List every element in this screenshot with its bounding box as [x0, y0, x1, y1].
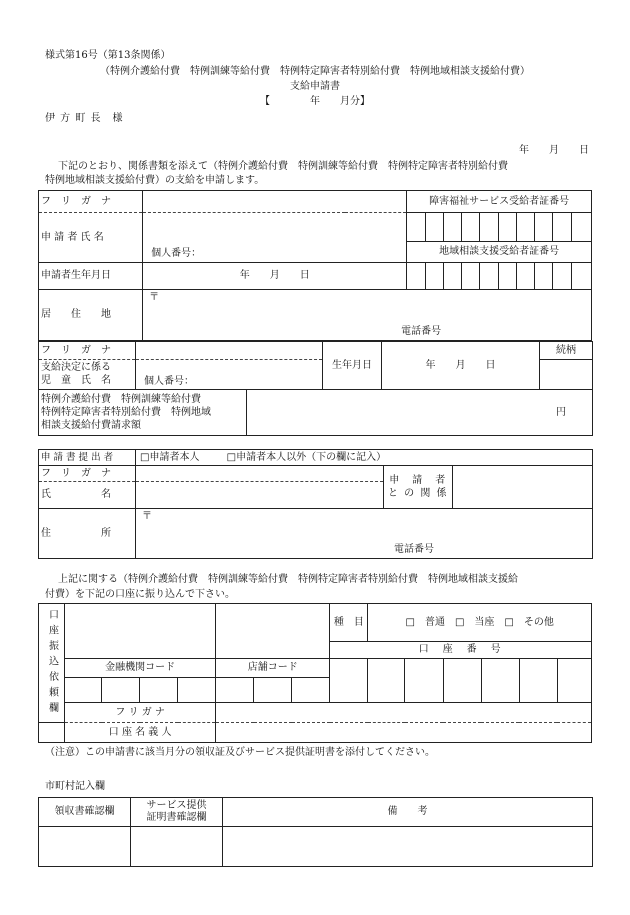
form-title: 支給申請書 — [290, 81, 340, 92]
bank-code-digit[interactable] — [178, 678, 216, 703]
residence-postal-mark: 〒 — [149, 292, 160, 303]
receipt-check-input[interactable] — [39, 827, 131, 867]
child-relation-label: 続柄 — [540, 342, 593, 360]
bank-code-label: 金融機関コード — [65, 659, 216, 678]
applicant-furigana-label: フ リ ガ ナ — [39, 191, 143, 213]
form-subtitle: （特例介護給付費 特例訓練等給付費 特例特定障害者特別給付費 特例地域相談支援給付費） — [100, 66, 530, 77]
bank-intro-line-2: 付費）を下記の口座に振り込んで下さい。 — [45, 589, 235, 600]
form-number: 様式第16号（第13条関係） — [45, 50, 171, 61]
consult-no-digit[interactable] — [425, 263, 443, 290]
child-relation-input[interactable] — [540, 360, 593, 390]
account-number-label: 口 座 番 号 — [330, 642, 592, 659]
consult-no-digit[interactable] — [407, 263, 425, 290]
claim-unit: 円 — [556, 406, 566, 418]
addressee: 伊 方 町 長 様 — [45, 113, 124, 124]
claim-label: 特例介護給付費 特例訓練等給付費 特例特定障害者特別給付費 特例地域 相談支援給付費請求額 — [39, 390, 247, 436]
service-no-digit[interactable] — [516, 213, 534, 242]
holder-furigana-input[interactable] — [216, 703, 592, 723]
submitter-postal-mark: 〒 — [142, 511, 152, 522]
remarks-label: 備 考 — [223, 798, 593, 827]
consult-no-digit[interactable] — [443, 263, 461, 290]
child-personal-number-label: 個人番号： — [144, 376, 194, 387]
submitter-address-label: 住 所 — [39, 509, 136, 559]
applicant-personal-number-label: 個人番号： — [151, 248, 202, 259]
account-digit[interactable] — [557, 659, 591, 703]
service-no-digit[interactable] — [480, 213, 498, 242]
branch-code-digit[interactable] — [216, 678, 254, 703]
intro-line-1: 下記のとおり、関係書類を添えて（特例介護給付費 特例訓練等給付費 特例特定障害者特別給付費 — [58, 161, 508, 172]
holder-name-input[interactable] — [216, 723, 592, 743]
consult-no-digit[interactable] — [480, 263, 498, 290]
branch-code-digit[interactable] — [292, 678, 330, 703]
child-table — [38, 341, 593, 390]
applicant-table — [38, 190, 592, 341]
submitter-table — [38, 449, 593, 559]
applicant-name-label: 申 請 者 氏 名 — [39, 213, 143, 263]
branch-code-digit[interactable] — [254, 678, 292, 703]
office-table — [38, 797, 593, 867]
holder-name-label: 口 座 名 義 人 — [65, 723, 216, 743]
claim-amount-input[interactable] — [247, 390, 593, 436]
office-heading: 市町村記入欄 — [45, 781, 105, 792]
service-proof-check-input[interactable] — [131, 827, 223, 867]
bank-code-digit[interactable] — [140, 678, 178, 703]
branch-code-label: 店舗コード — [216, 659, 330, 678]
service-proof-check-label: サービス提供 証明書確認欄 — [131, 798, 223, 827]
consult-number-label: 地域相談支援受給者証番号 — [407, 242, 592, 263]
submitter-options — [136, 450, 593, 466]
service-no-digit[interactable] — [443, 213, 461, 242]
attachment-note: （注意）この申請書に該当月分の領収証及びサービス提供証明書を添付してください。 — [45, 747, 435, 758]
account-type-options[interactable]: □ 普通 □ 当座 □ その他 — [368, 604, 592, 642]
submitter-phone-label: 電話番号 — [394, 544, 434, 555]
applicant-birth-label: 申請者生年月日 — [39, 263, 143, 290]
submitter-name-label: 氏 名 — [39, 482, 136, 509]
child-name-input[interactable] — [136, 360, 323, 390]
consult-no-digit[interactable] — [553, 263, 571, 290]
bank-side-label: 口座振込依頼欄 — [39, 604, 65, 723]
submitter-label: 申 請 書 提 出 者 — [39, 450, 136, 466]
submitter-name-input[interactable] — [136, 482, 384, 509]
consult-no-digit[interactable] — [498, 263, 516, 290]
submitter-self-checkbox[interactable]: □申請者本人 — [140, 451, 200, 463]
holder-furigana-label: フ リ ガ ナ — [65, 703, 216, 723]
child-furigana-input[interactable] — [136, 342, 323, 360]
applicant-furigana-input[interactable] — [143, 191, 407, 213]
service-number-label: 障害福祉サービス受給者証番号 — [407, 191, 592, 213]
submitter-relation-input[interactable] — [453, 466, 593, 509]
service-no-digit[interactable] — [407, 213, 425, 242]
child-birth-label: 生年月日 — [323, 342, 382, 390]
account-digit[interactable] — [481, 659, 519, 703]
consult-no-digit[interactable] — [462, 263, 480, 290]
service-no-digit[interactable] — [462, 213, 480, 242]
account-type-label: 種 目 — [330, 604, 368, 642]
residence-phone-label: 電話番号 — [401, 326, 442, 337]
account-digit[interactable] — [405, 659, 443, 703]
application-date[interactable]: 年 月 日 — [519, 145, 589, 156]
account-digit[interactable] — [443, 659, 481, 703]
residence-label: 居 住 地 — [39, 290, 143, 341]
submitter-furigana-input[interactable] — [136, 466, 384, 482]
child-name-label: 支給決定に係る 児 童 氏 名 — [39, 360, 136, 390]
submitter-furigana-label: フ リ ガ ナ — [39, 466, 136, 482]
submitter-other-checkbox[interactable]: □申請者本人以外（下の欄に記入） — [226, 451, 387, 463]
bank-intro-line-1: 上記に関する（特例介護給付費 特例訓練等給付費 特例特定障害者特別給付費 特例地域相談支援給 — [58, 574, 518, 585]
branch-name-input[interactable] — [216, 604, 330, 659]
child-birth-input[interactable]: 年 月 日 — [382, 342, 540, 390]
receipt-check-label: 領収書確認欄 — [39, 798, 131, 827]
submitter-relation-label: 申 請 者 と の 関 係 — [384, 466, 453, 509]
consult-no-digit[interactable] — [516, 263, 534, 290]
service-no-digit[interactable] — [535, 213, 553, 242]
service-no-digit[interactable] — [425, 213, 443, 242]
consult-no-digit[interactable] — [571, 263, 591, 290]
applicant-name-input[interactable] — [143, 213, 407, 263]
service-no-digit[interactable] — [553, 213, 571, 242]
child-furigana-label: フ リ ガ ナ — [39, 342, 136, 360]
intro-line-2: 特例地域相談支援給付費）の支給を申請します。 — [45, 175, 265, 186]
account-digit[interactable] — [330, 659, 368, 703]
bank-table — [38, 603, 592, 743]
account-digit[interactable] — [519, 659, 557, 703]
consult-no-digit[interactable] — [535, 263, 553, 290]
remarks-input[interactable] — [223, 827, 593, 867]
service-no-digit[interactable] — [498, 213, 516, 242]
bank-code-digit[interactable] — [102, 678, 140, 703]
applicant-birth-input[interactable]: 年 月 日 — [143, 263, 407, 290]
residence-input[interactable] — [143, 290, 592, 341]
claim-table — [38, 389, 593, 436]
bank-code-digit[interactable] — [65, 678, 102, 703]
period-field[interactable]: 【 年 月分】 — [260, 96, 370, 107]
account-digit[interactable] — [368, 659, 405, 703]
bank-name-input[interactable] — [65, 604, 216, 659]
service-no-digit[interactable] — [571, 213, 591, 242]
bank-side-label-end — [39, 723, 65, 743]
submitter-address-input[interactable] — [136, 509, 593, 559]
